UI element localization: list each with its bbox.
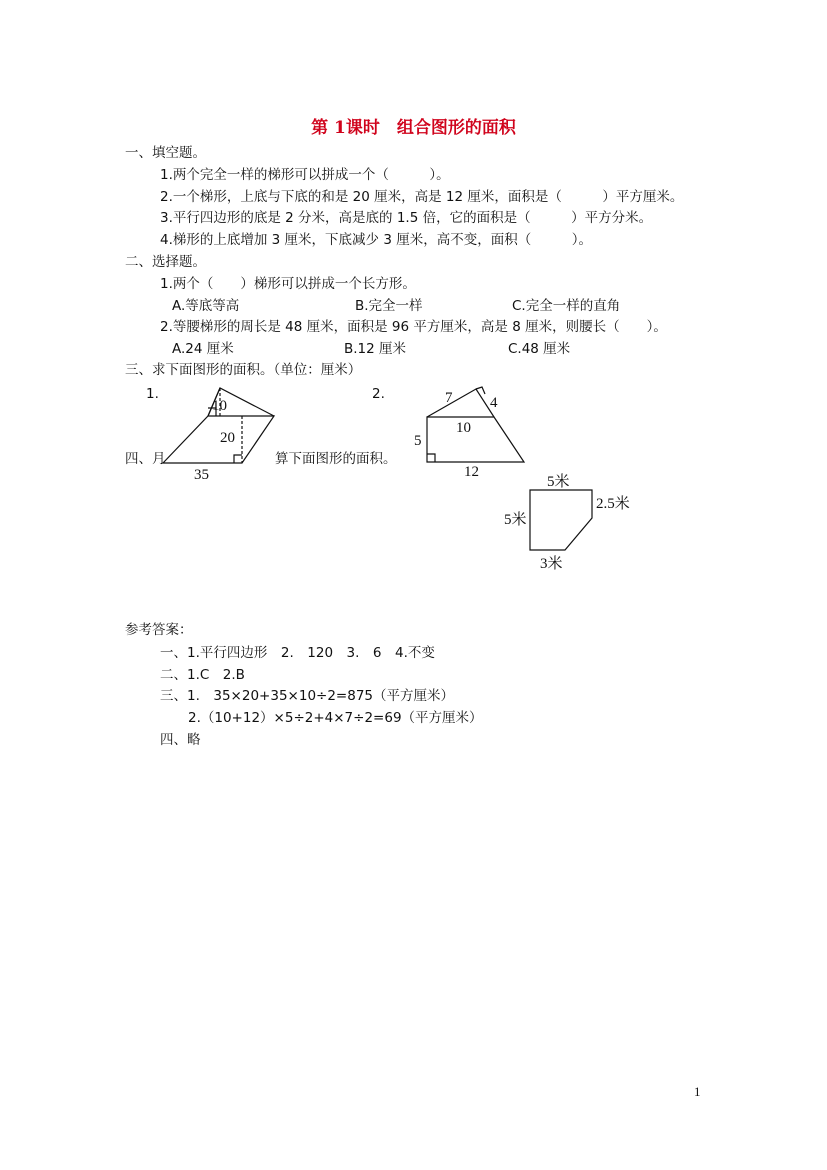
figure3-diagram (500, 470, 645, 575)
fig3-right-label: 2.5米 (596, 496, 630, 512)
answer-line-4: 2.（10+12）×5÷2+4×7÷2=69（平方厘米） (188, 710, 483, 726)
figure1-label: 1. (146, 386, 159, 402)
answer-line-2: 二、1.C 2.B (160, 667, 245, 683)
section4-heading-end: 算下面图形的面积。 (275, 451, 397, 467)
s1-item-4: 4.梯形的上底增加 3 厘米，下底减少 3 厘米，高不变，面积（ ）。 (160, 232, 592, 248)
fig2-mid-label: 10 (456, 420, 471, 436)
fig2-left-label: 5 (414, 433, 422, 449)
answer-line-1: 一、1.平行四边形 2. 120 3. 6 4.不变 (160, 645, 435, 661)
s2-q1-option-a: A.等底等高 (172, 298, 240, 314)
answer-line-5: 四、略 (160, 732, 201, 748)
s2-q2: 2.等腰梯形的周长是 48 厘米，面积是 96 平方厘米，高是 8 厘米，则腰长（ ）。 (160, 319, 667, 335)
fig1-top-label: 10 (212, 398, 227, 414)
fig3-left-label: 5米 (504, 512, 527, 528)
section4-heading-start: 四、月 (125, 451, 166, 467)
s2-q2-option-c: C.48 厘米 (508, 341, 571, 357)
section1-heading: 一、填空题。 (125, 145, 206, 161)
s1-item-1: 1.两个完全一样的梯形可以拼成一个（ ）。 (160, 167, 450, 183)
figure2-diagram (410, 385, 535, 480)
fig3-top-label: 5米 (547, 474, 570, 490)
s2-q2-option-b: B.12 厘米 (344, 341, 407, 357)
s2-q1: 1.两个（ ）梯形可以拼成一个长方形。 (160, 276, 416, 292)
fig2-side-b-label: 4 (490, 395, 498, 411)
s1-item-3: 3.平行四边形的底是 2 分米，高是底的 1.5 倍，它的面积是（ ）平方分米。 (160, 210, 653, 226)
fig1-base-label: 35 (194, 467, 209, 483)
section2-heading: 二、选择题。 (125, 254, 206, 270)
answers-heading: 参考答案： (125, 622, 193, 638)
s1-item-2: 2.一个梯形，上底与下底的和是 20 厘米，高是 12 厘米，面积是（ ）平方厘米。 (160, 189, 684, 205)
s2-q2-option-a: A.24 厘米 (172, 341, 234, 357)
answer-line-3: 三、1. 35×20+35×10÷2=875（平方厘米） (160, 688, 455, 704)
page-title: 第 1课时 组合图形的面积 (311, 118, 516, 138)
figure1-diagram (150, 385, 290, 485)
fig2-side-a-label: 7 (445, 390, 453, 406)
s2-q1-option-c: C.完全一样的直角 (512, 298, 621, 314)
page-number: 1 (694, 1084, 701, 1099)
s2-q1-option-b: B.完全一样 (355, 298, 423, 314)
fig2-bottom-label: 12 (464, 464, 479, 480)
fig1-height-label: 20 (220, 430, 235, 446)
fig3-bottom-label: 3米 (540, 556, 563, 572)
section3-heading: 三、求下面图形的面积。（单位：厘米） (125, 362, 362, 378)
figure2-label: 2. (372, 386, 385, 402)
